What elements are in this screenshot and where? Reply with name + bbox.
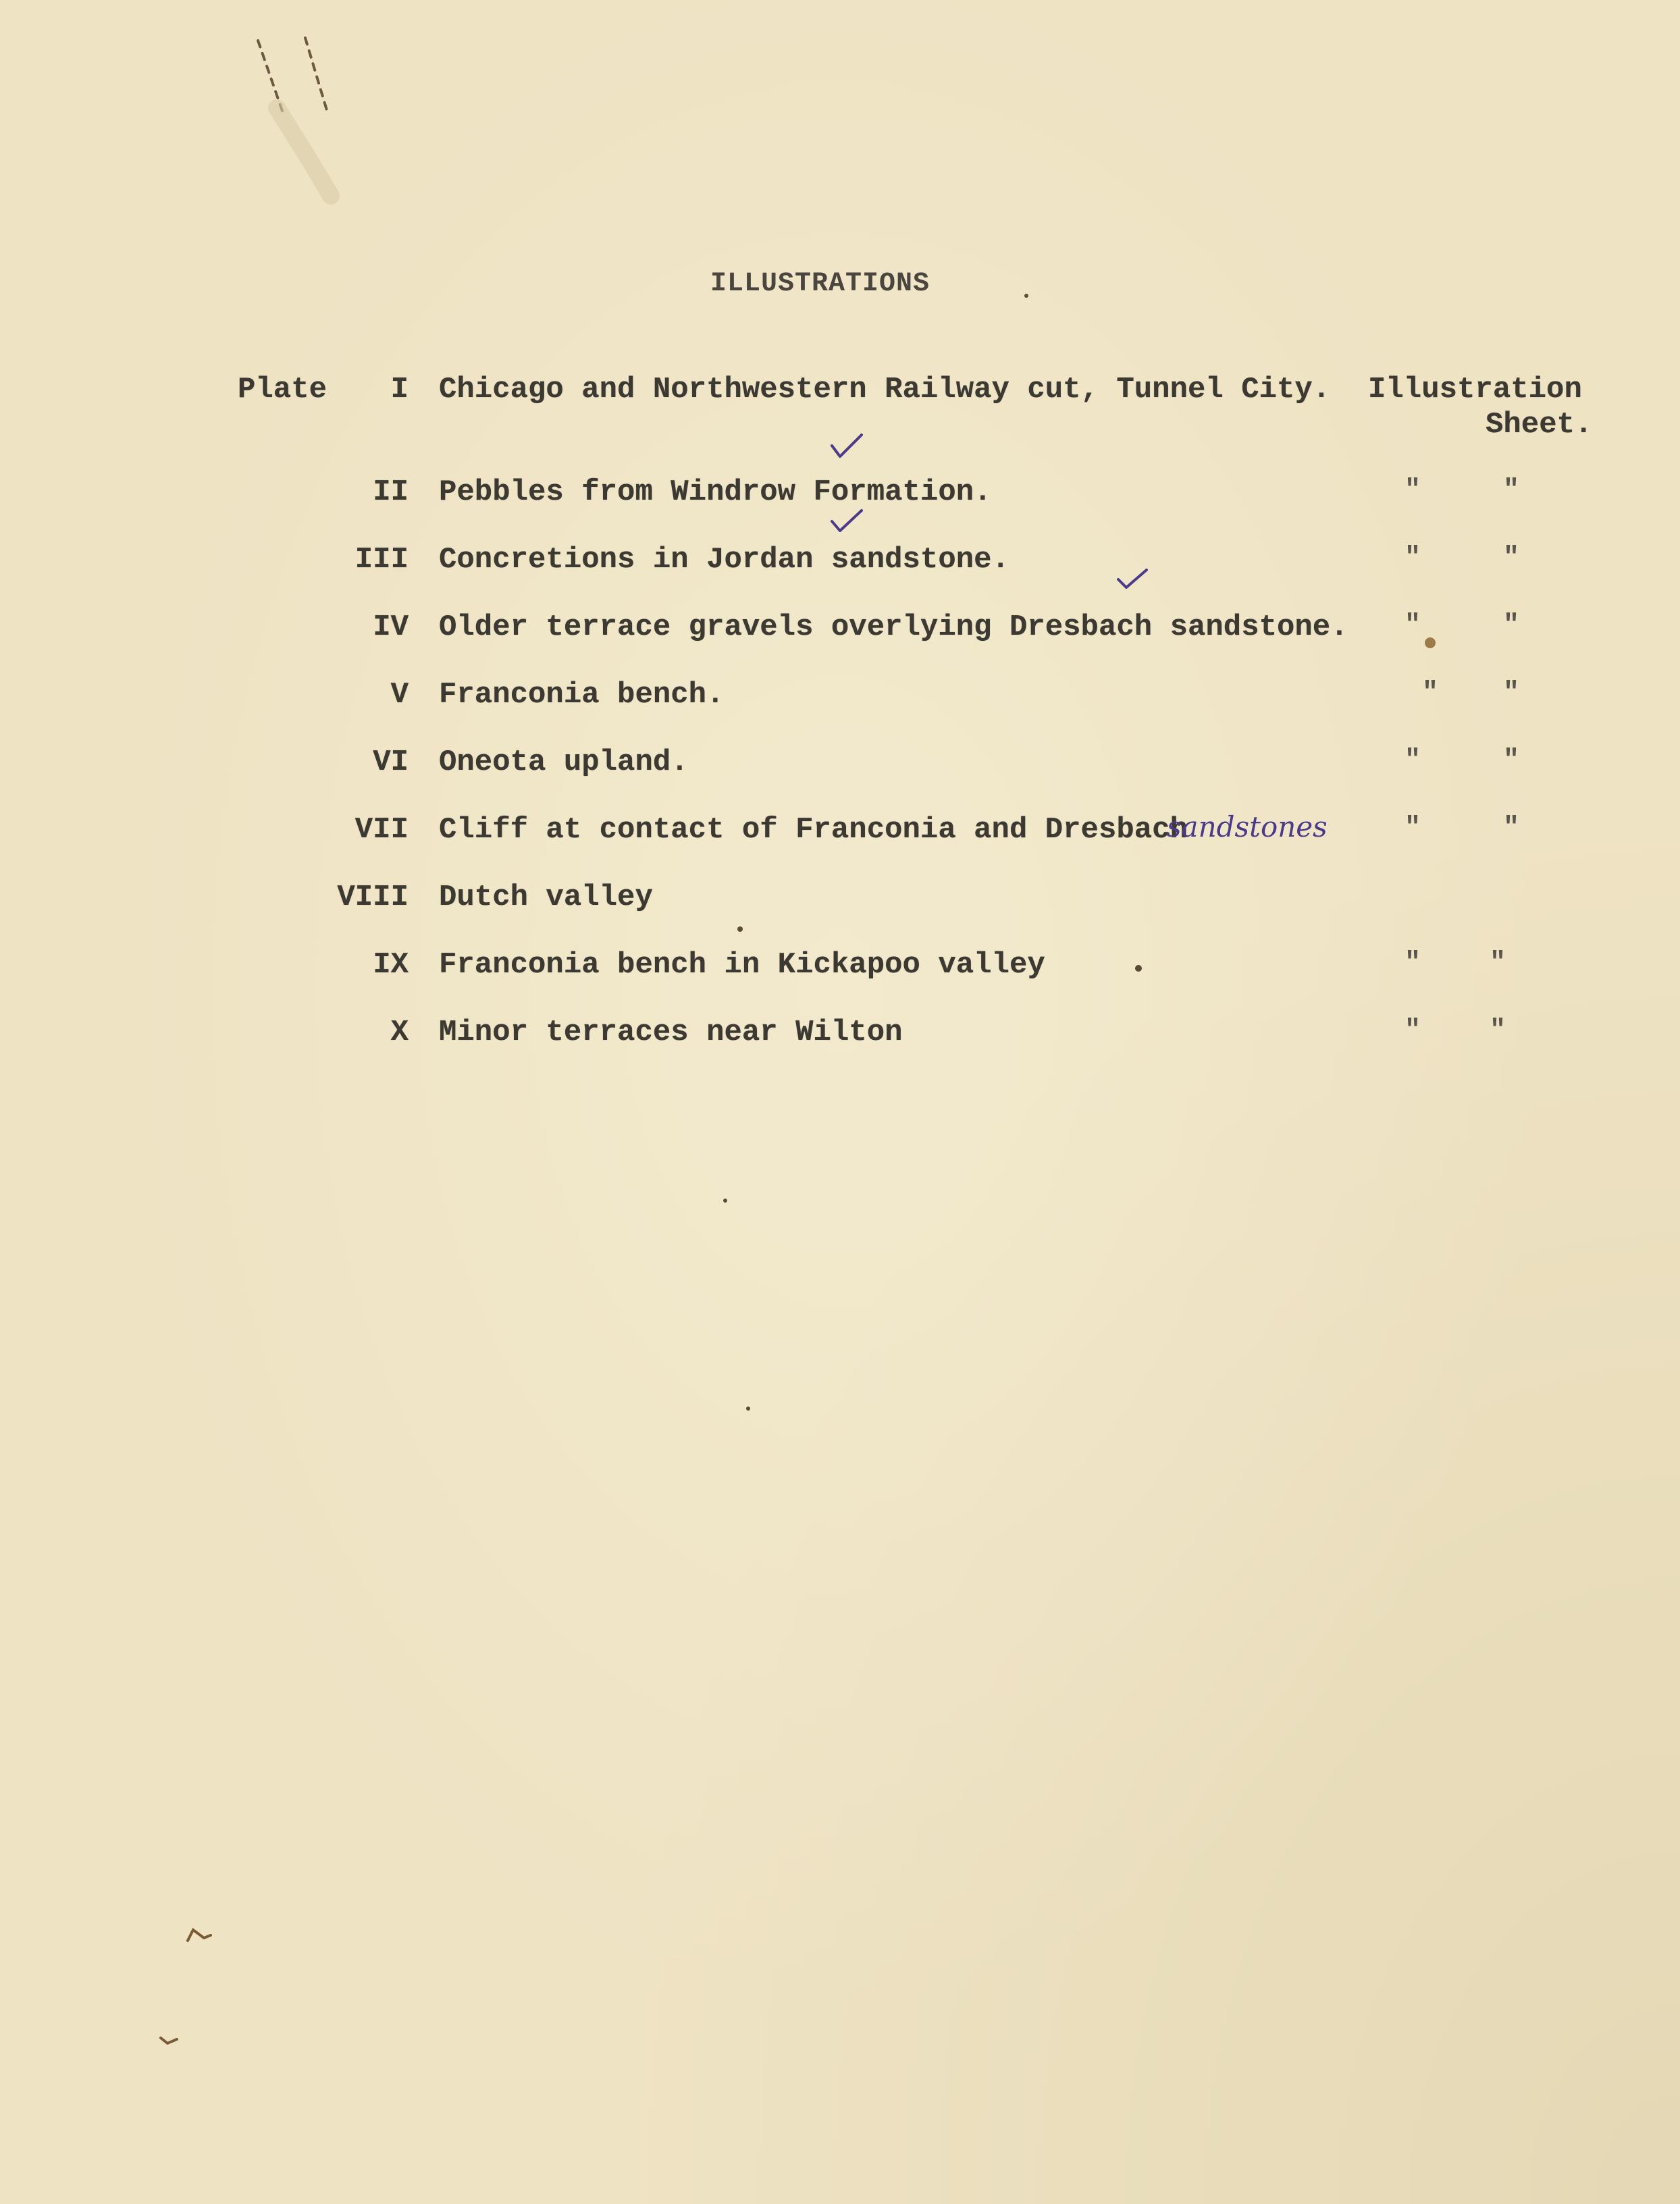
plate-label: Plate — [238, 373, 327, 406]
ditto-mark: " — [1503, 813, 1520, 843]
plate-numeral: V — [390, 678, 409, 712]
staple-crease-icon — [258, 38, 331, 196]
plate-caption: Concretions in Jordan sandstone. — [439, 543, 1009, 577]
ditto-mark: " — [1405, 745, 1421, 776]
ditto-mark: " — [1503, 475, 1520, 506]
paper-speck — [723, 294, 1439, 1411]
ditto-mark: " — [1503, 678, 1520, 708]
plate-caption: Dutch valley — [439, 881, 653, 914]
plate-numeral: VII — [355, 813, 409, 847]
plate-numeral: I — [390, 373, 409, 406]
check-mark-icon — [1118, 570, 1147, 587]
column-header-sheet: Sheet. — [1486, 408, 1593, 442]
ditto-mark: " — [1503, 610, 1520, 641]
ditto-mark: " — [1405, 813, 1421, 843]
check-mark-icon — [832, 510, 862, 531]
ditto-mark: " — [1405, 610, 1421, 641]
ditto-mark: " — [1405, 1016, 1421, 1046]
column-header-illustration: Illustration — [1368, 373, 1582, 406]
handwritten-addition: sandstones — [1167, 810, 1328, 843]
plate-numeral: VIII — [337, 881, 409, 914]
plate-numeral: IX — [373, 948, 409, 982]
plate-caption: Older terrace gravels overlying Dresbach sandstone. — [439, 610, 1348, 644]
ditto-mark: " — [1405, 543, 1421, 573]
plate-caption: Franconia bench in Kickapoo valley — [439, 948, 1045, 982]
plate-numeral: II — [373, 475, 409, 509]
plate-numeral: III — [355, 543, 409, 577]
ditto-mark: " — [1490, 1016, 1506, 1046]
plate-caption: Cliff at contact of Franconia and Dresbach — [439, 813, 1188, 847]
plate-caption: Chicago and Northwestern Railway cut, Tunnel City. — [439, 373, 1331, 406]
plate-caption: Minor terraces near Wilton — [439, 1016, 903, 1049]
ditto-mark: " — [1405, 475, 1421, 506]
plate-caption: Pebbles from Windrow Formation. — [439, 475, 992, 509]
plate-caption: Oneota upland. — [439, 745, 689, 779]
check-mark-icon — [832, 435, 862, 456]
plate-numeral: IV — [373, 610, 409, 644]
ditto-mark: " — [1422, 678, 1439, 708]
plate-numeral: VI — [373, 745, 409, 779]
ditto-mark: " — [1503, 543, 1520, 573]
pencil-mark-icon — [161, 1930, 211, 2043]
document-title: ILLUSTRATIONS — [710, 269, 930, 299]
plate-caption: Franconia bench. — [439, 678, 725, 712]
ditto-mark: " — [1405, 948, 1421, 978]
plate-numeral: X — [390, 1016, 409, 1049]
ditto-mark: " — [1503, 745, 1520, 776]
ditto-mark: " — [1490, 948, 1506, 978]
